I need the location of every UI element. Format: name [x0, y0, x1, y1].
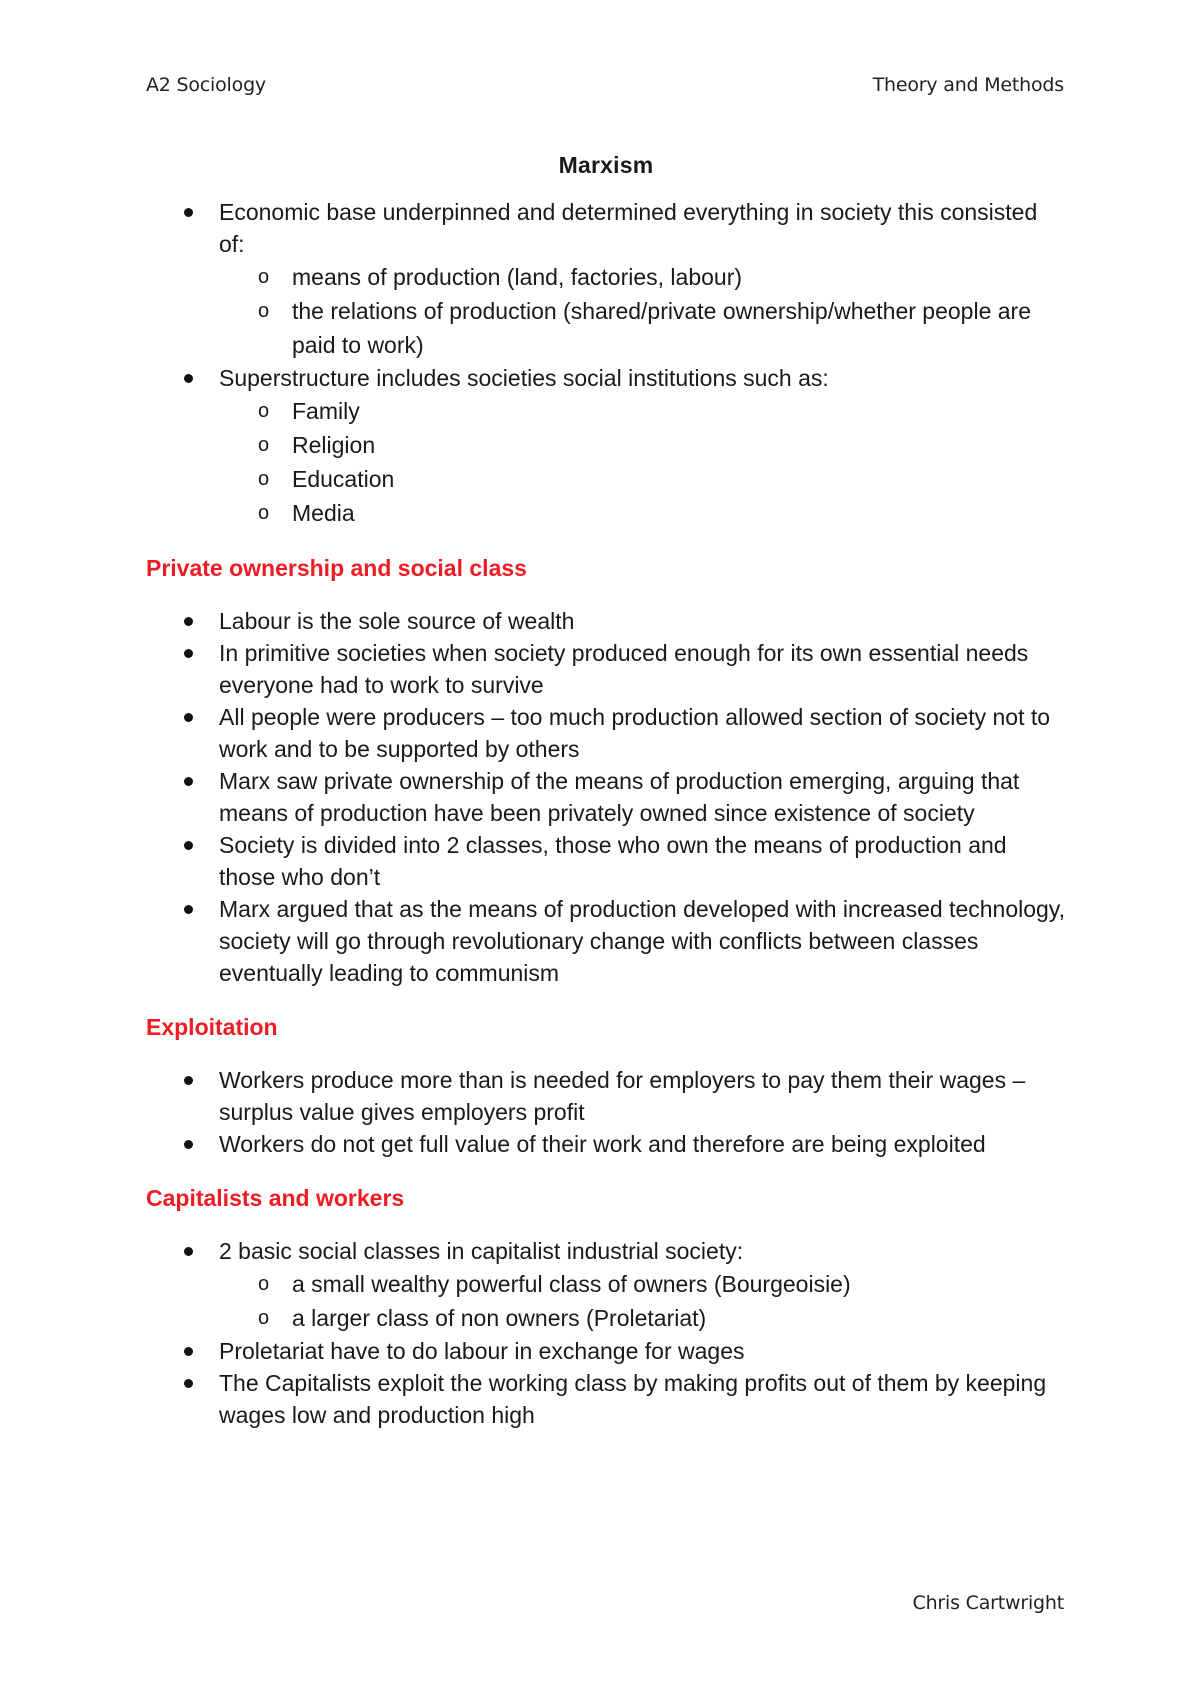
- hollow-bullet-icon: o: [258, 300, 270, 322]
- section-heading: Private ownership and social class: [146, 555, 527, 581]
- sub-list: [219, 394, 1066, 530]
- list-item-text: Workers do not get full value of their work and therefore are being exploited: [219, 1131, 986, 1157]
- hollow-bullet-icon: o: [258, 434, 270, 456]
- sub-list-item: [219, 394, 1066, 428]
- sub-list-item-text: means of production (land, factories, labour): [292, 264, 743, 290]
- sub-list-item: [219, 1267, 1066, 1301]
- bullet-icon: [184, 1379, 193, 1388]
- bullet-icon: [184, 208, 193, 217]
- list-item-text: Workers produce more than is needed for employers to pay them their wages – surplus value gives employers profit: [219, 1067, 1026, 1125]
- sub-list-item-text: Media: [292, 500, 355, 526]
- section-list: [146, 605, 1066, 989]
- section-list: [146, 1235, 1066, 1431]
- sub-list-item-text: Family: [292, 398, 360, 424]
- hollow-bullet-icon: o: [258, 266, 270, 288]
- bullet-icon: [184, 374, 193, 383]
- list-item-text: Superstructure includes societies social institutions such as:: [219, 365, 829, 391]
- list-item: [146, 893, 1066, 989]
- list-item: [146, 196, 1066, 362]
- section: [146, 1011, 1066, 1160]
- bullet-icon: [184, 617, 193, 626]
- section: [146, 552, 1066, 989]
- document-body: [146, 152, 1066, 1453]
- sections: [146, 552, 1066, 1431]
- list-item: [146, 1064, 1066, 1128]
- list-item-text: Proletariat have to do labour in exchange for wages: [219, 1338, 745, 1364]
- list-item: [146, 605, 1066, 637]
- hollow-bullet-icon: o: [258, 1307, 270, 1329]
- header-topic: Theory and Methods: [872, 74, 1064, 96]
- list-item-text: All people were producers – too much production allowed section of society not to work and to be supported by others: [219, 704, 1051, 762]
- list-item: [146, 1335, 1066, 1367]
- sub-list-item: [219, 496, 1066, 530]
- list-item: [146, 765, 1066, 829]
- hollow-bullet-icon: o: [258, 502, 270, 524]
- intro-list: [146, 196, 1066, 530]
- hollow-bullet-icon: o: [258, 400, 270, 422]
- list-item: [146, 362, 1066, 530]
- list-item: [146, 1235, 1066, 1335]
- sub-list: [219, 260, 1066, 362]
- bullet-icon: [184, 777, 193, 786]
- list-item-text: In primitive societies when society produced enough for its own essential needs everyone had to work to survive: [219, 640, 1029, 698]
- list-item: [146, 829, 1066, 893]
- page-title: Marxism: [558, 152, 654, 178]
- bullet-icon: [184, 1076, 193, 1085]
- section-heading: Capitalists and workers: [146, 1185, 405, 1211]
- list-item: [146, 1128, 1066, 1160]
- bullet-icon: [184, 905, 193, 914]
- list-item: [146, 1367, 1066, 1431]
- sub-list-item-text: Religion: [292, 432, 376, 458]
- list-item-text: Marx argued that as the means of production developed with increased technology, society will go through revolutionary change with conflicts between classes eventually leading to communism: [219, 896, 1065, 986]
- list-item: [146, 701, 1066, 765]
- sub-list-item: [219, 260, 1066, 294]
- list-item-text: Economic base underpinned and determined everything in society this consisted of:: [219, 199, 1038, 257]
- hollow-bullet-icon: o: [258, 468, 270, 490]
- list-item-text: 2 basic social classes in capitalist industrial society:: [219, 1238, 744, 1264]
- hollow-bullet-icon: o: [258, 1273, 270, 1295]
- sub-list-item-text: a small wealthy powerful class of owners (Bourgeoisie): [292, 1271, 851, 1297]
- section: [146, 1182, 1066, 1431]
- bullet-icon: [184, 841, 193, 850]
- section-heading: Exploitation: [146, 1014, 278, 1040]
- sub-list-item: [219, 1301, 1066, 1335]
- bullet-icon: [184, 649, 193, 658]
- sub-list-item-text: Education: [292, 466, 395, 492]
- sub-list: [219, 1267, 1066, 1335]
- bullet-icon: [184, 713, 193, 722]
- list-item-text: Society is divided into 2 classes, those who own the means of production and those who don’t: [219, 832, 1007, 890]
- sub-list-item-text: a larger class of non owners (Proletariat): [292, 1305, 707, 1331]
- sub-list-item: [219, 428, 1066, 462]
- list-item: [146, 637, 1066, 701]
- footer-author: Chris Cartwright: [912, 1592, 1064, 1614]
- bullet-icon: [184, 1140, 193, 1149]
- list-item-text: The Capitalists exploit the working class by making profits out of them by keeping wages low and production high: [219, 1370, 1047, 1428]
- list-item-text: Marx saw private ownership of the means of production emerging, arguing that means of production have been privately owned since existence of society: [219, 768, 1020, 826]
- bullet-icon: [184, 1247, 193, 1256]
- list-item-text: Labour is the sole source of wealth: [219, 608, 575, 634]
- sub-list-item: [219, 294, 1066, 362]
- header-course: A2 Sociology: [146, 74, 266, 96]
- sub-list-item-text: the relations of production (shared/private ownership/whether people are paid to work): [292, 298, 1031, 358]
- bullet-icon: [184, 1347, 193, 1356]
- section-list: [146, 1064, 1066, 1160]
- sub-list-item: [219, 462, 1066, 496]
